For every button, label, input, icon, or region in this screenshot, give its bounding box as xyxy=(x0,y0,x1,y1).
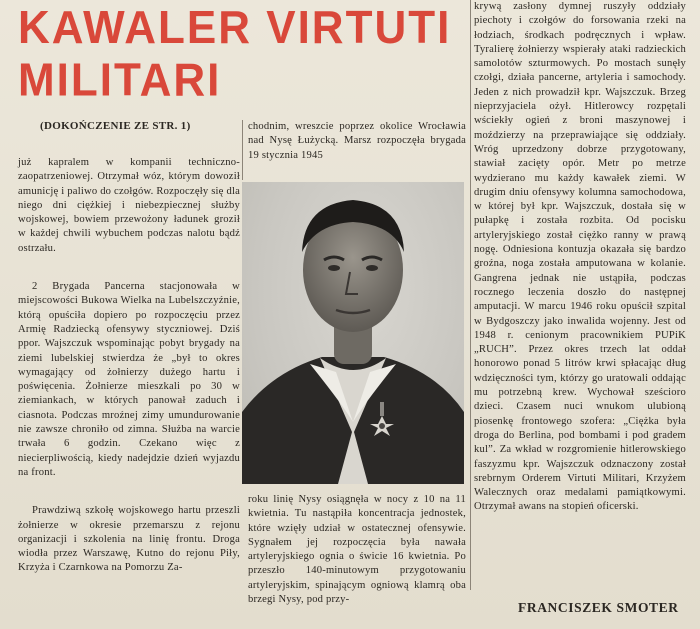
column-rule-1 xyxy=(242,120,243,180)
portrait-photo xyxy=(242,182,464,484)
headline-line-2: MILITARI xyxy=(18,54,222,106)
article-headline xyxy=(18,2,468,107)
headline-line-1: KAWALER VIRTUTI xyxy=(18,2,452,54)
portrait-image xyxy=(242,182,464,484)
article-column-2-bottom xyxy=(248,493,466,607)
author-signature: FRANCISZEK SMOTER xyxy=(518,600,679,615)
article-column-3 xyxy=(474,0,686,515)
paragraph-col2-top: chodnim, wreszcie poprzez okolice Wrocławia nad Nysę Łużycką. Marsz rozpoczęła brygada 19 stycznia 1945 xyxy=(248,121,466,161)
paragraph-2: 2 Brygada Pancerna stacjonowała w miejscowości Bukowa Wielka na Lubelszczyźnie, którą opuściła dopiero po rozpoczęciu przez Armię Radziecką ofensywy styczniowej. Dziś ppor. Wajszczuk wspominając pobyt brygady na ziemi lubelskiej stwierdza że „był to okres wymagający od żołnierzy dużego hartu i poświęcenia. Żołnierze mieszkali po 30 w ziemiankach, w których panował zaduch i ciasnota. Podczas mroźnej zimy umundurowanie nie zawsze chroniło od zimna. Służba na warcie trwała 6 godzin. Czekano więc z niecierpliwością, kiedy nadejdzie dzień wyjazdu na front. xyxy=(18,281,240,478)
article-column-1 xyxy=(18,120,240,576)
column-rule-2 xyxy=(470,0,471,590)
paragraph-col3: krywą zasłony dymnej ruszyły oddziały piechoty i czołgów do forsowania rzeki na łodziach, środkach podręcznych i wpław. Tyralierę żołnierzy wspierały ataki radzieckich samolotów szturmowych. Po mostach sunęły czołgi, działa pancerne, artyleria i samochody. Jeden z nich prowadził kpr. Wajszczuk. Brzeg nieprzyjaciela ożył. Hitlerowcy rozpętali wściekły ogień z broni maszynowej i moździerzy na przeprawiające się oddziały. Wróg uprzedzony dobrze przygotowany, stawiał zacięty opór. Metr po metrze wydzierano mu każdy kawałek ziemi. W drugim dniu ofensywy kolumna samochodowa, w której był kpr. Wajszczuk, dostała się w pułapkę i została rozbita. Od pocisku artyleryjskiego został ciężko ranny w prawą nogę. Odniesiona kontuzja okazała się bardzo groźna, noga została amputowana w kolanie. Gangrena jednak nie ustąpiła, podczas rocznego leczenia doszło do następnej amputacji. W marcu 1946 roku opuścił szpital w Bydgoszczy jako inwalida wojenny. Jest od 1948 r. cenionym pracownikiem PUPiK „RUCH”. Przez okres trzech lat oddał honorowo ponad 5 litrów krwi spłacając dług wdzięczności tym, którzy go uratowali oddając mu potrzebną krew. Wychował sześcioro dzieci. Czasem nuci wnukom ulubioną piosenkę frontowego szofera: „Ciężka była droga do Berlina, pod bombami i pod gradem kul”. Za wkład w rozgromienie hitlerowskiego faszyzmu kpr. Wajszczuk odznaczony został srebrnym Orderem Virtuti Militari, Krzyżem Walecznych oraz medalami pamiątkowymi. Otrzymał awans na stopień oficerski. xyxy=(474,1,686,513)
article-column-2-top xyxy=(248,120,466,163)
continuation-note: (DOKOŃCZENIE ZE STR. 1) xyxy=(40,120,191,132)
paragraph-col2-bottom: roku linię Nysy osiągnęła w nocy z 10 na 11 kwietnia. Tu nastąpiła koncentracja jednostek, które wzięły udział w ostatecznej ofensywie. Sygnałem jej rozpoczęcia była nawała artyleryjskiego ognia o świcie 16 kwietnia. Po przeszło 140-minutowym przygotowaniu artyleryjskim, spinającym ogniową klamrą oba brzegi Nysy, pod przy- xyxy=(248,494,466,606)
paragraph-1: już kapralem w kompanii techniczno-zaopatrzeniowej. Otrzymał wóz, którym dowoził amunicję i paliwo do czołgów. Rozpoczęły się dla niego dni ciężkiej i niebezpiecznej służby wojskowej, bowiem przewożony ładunek groził w każdej chwili wybuchem podczas nalotu bądź ostrzału. xyxy=(18,157,240,254)
paragraph-3: Prawdziwą szkołę wojskowego hartu przeszli żołnierze w okresie przemarszu z rejonu organizacji i szkolenia na linię frontu. Droga wiodła przez Warszawę, Kutno do rejonu Piły, Krzyża i Czarnkowa na Pomorzu Za- xyxy=(18,505,240,574)
